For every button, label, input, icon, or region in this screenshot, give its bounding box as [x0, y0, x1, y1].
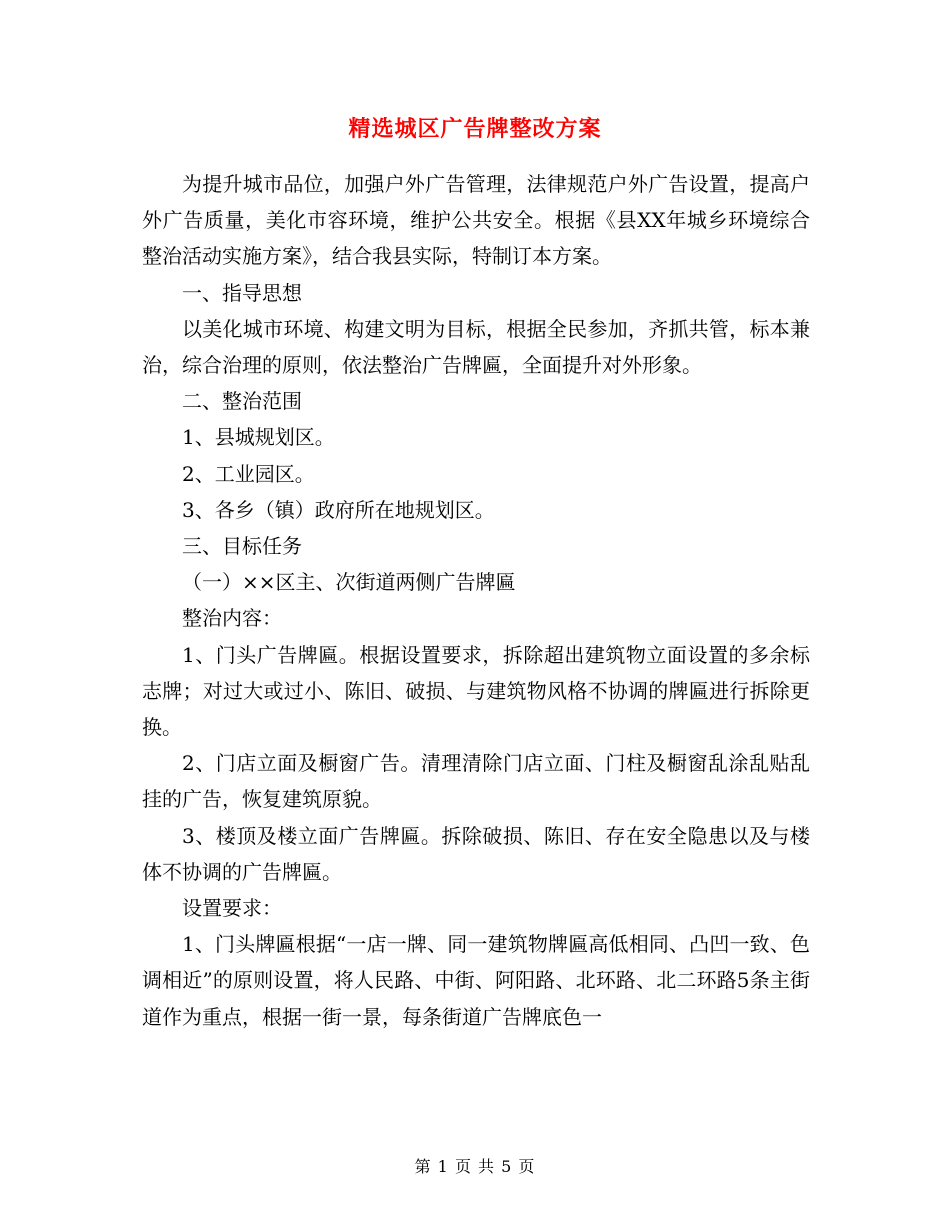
list-item-content-3: 3、楼顶及楼立面广告牌匾。拆除破损、陈旧、存在安全隐患以及与楼体不协调的广告牌匾。 — [142, 823, 810, 884]
heading-scope: 二、整治范围 — [182, 389, 302, 414]
heading-guiding-ideology: 一、指导思想 — [182, 280, 302, 305]
page-footer: 第 1 页 共 5 页 — [414, 1157, 536, 1176]
list-item-scope-2: 2、工业园区。 — [182, 461, 315, 486]
list-item-requirement-1: 1、门头牌匾根据“一店一牌、同一建筑物牌匾高低相同、凸凹一致、色调相近”的原则设置，将人民路、中街、阿阳路、北环路、北二环路5条主街道作为重点，根据一街一景，每条街道广告牌底色一 — [142, 932, 810, 1029]
document-body — [142, 166, 810, 1035]
paragraph-guiding-ideology: 以美化城市环境、构建文明为目标，根据全民参加，齐抓共管，标本兼治，综合治理的原则，依法整治广告牌匾，全面提升对外形象。 — [142, 316, 810, 378]
subheading-street-signs: （一）××区主、次街道两侧广告牌匾 — [182, 570, 516, 595]
list-item-content-1: 1、门头广告牌匾。根据设置要求，拆除超出建筑物立面设置的多余标志牌；对过大或过小、陈旧、破损、与建筑物风格不协调的牌匾进行拆除更换。 — [142, 642, 810, 740]
document-title: 精选城区广告牌整改方案 — [348, 116, 602, 142]
label-setup-requirements: 设置要求： — [182, 896, 282, 921]
label-rectification-content: 整治内容： — [182, 606, 282, 631]
list-item-scope-1: 1、县城规划区。 — [182, 425, 335, 450]
list-item-content-2: 2、门店立面及橱窗广告。清理清除门店立面、门柱及橱窗乱涂乱贴乱挂的广告，恢复建筑原貌。 — [142, 751, 810, 812]
heading-targets: 三、目标任务 — [182, 534, 302, 559]
paragraph-intro: 为提升城市品位，加强户外广告管理，法律规范户外广告设置，提高户外广告质量，美化市容环境，维护公共安全。根据《县XX年城乡环境综合整治活动实施方案》，结合我县实际，特制订本方案。 — [142, 172, 810, 269]
list-item-scope-3: 3、各乡（镇）政府所在地规划区。 — [182, 497, 495, 522]
